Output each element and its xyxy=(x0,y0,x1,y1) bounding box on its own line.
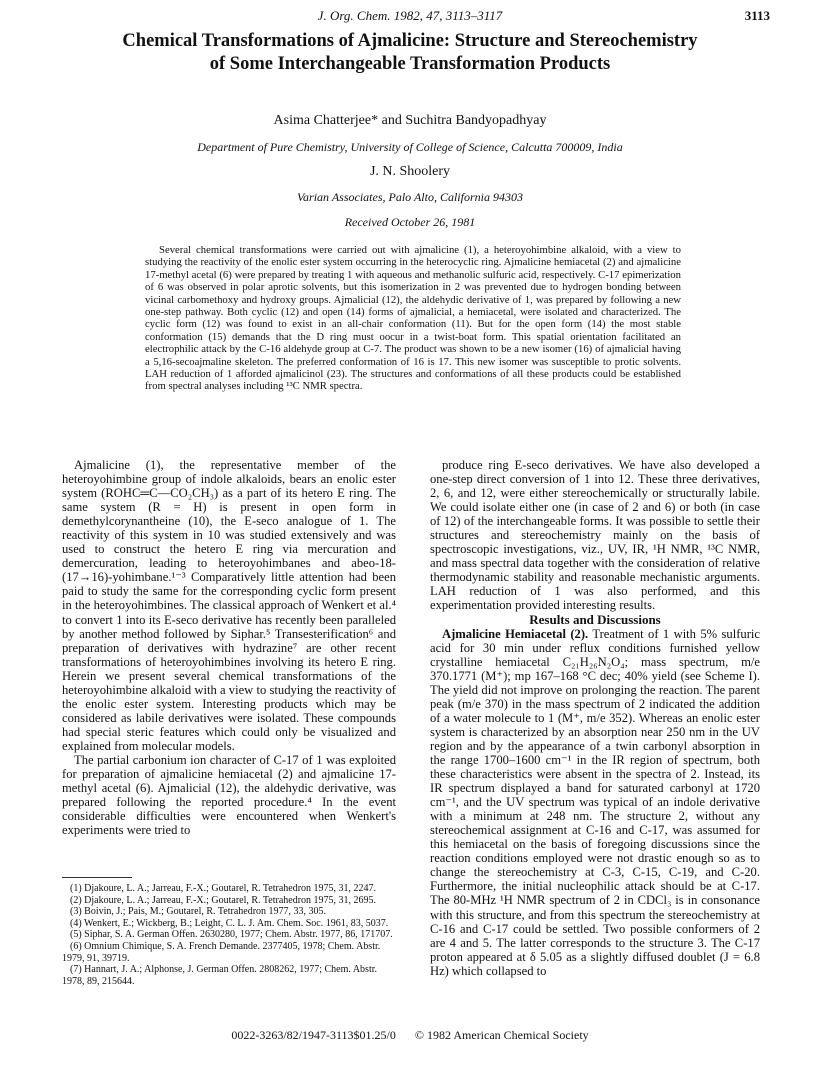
runin-text: Treatment of 1 with 5% sulfuric acid for 30 min under reflux conditions furnished yellow crystalline hemiacetal C₂₁H₂₆N₂O₄; mass spectrum, m/e 370.1771 (M⁺); mp 167–168 °C dec; 40% yield (see Scheme I). The yield did not improve on prolonging the reaction. The parent peak (m/e 370) in the mass spectrum of 2 indicated the addition of a water molecule to 1 (M⁺, m/e 352). Whereas an enolic ester system is characterized by an absorption near 250 nm in the UV region and by the appearance of a twin carbonyl absorption in the range 1700–1600 cm⁻¹ in the IR region of spectrum, both these characteristics were absent in the spectra of 2. Instead, its IR spectrum displayed a band for saturated carbonyl at 1720 cm⁻¹, and the UV spectrum was typical of an indole derivative with a minimum at 248 nm. The structure 2, without any stereochemical assignment at C-16 and C-17, was assumed for this hemiacetal on the basis of foregoing discussions since the reaction conditions employed were not drastic enough so as to change the stereochemistry at C-3, C-15, C-19, and C-20. Furthermore, the initial nucleophilic attack should be at C-17. The 80-MHz ¹H NMR spectrum of 2 in CDCl₃ is in consonance with this structure, and from this spectrum the stereochemistry at C-16 and C-17 could be settled. Two possible conformers of 2 are 4 and 5. The latter corresponds to the structure 3. The C-17 proton appeared at δ 5.05 as a slightly diffused doublet (J = 6.8 Hz) which collapsed to xyxy=(430,626,761,978)
left-column xyxy=(62,458,396,837)
journal-citation: J. Org. Chem. 1982, 47, 3113–3117 xyxy=(317,8,503,23)
running-head xyxy=(0,8,820,30)
footnote: (1) Djakoure, L. A.; Jarreau, F.-X.; Goutarel, R. Tetrahedron 1975, 31, 2247. xyxy=(70,883,377,894)
footnote: (7) Hannart, J. A.; Alphonse, J. German Offen. 2808262, 1977; Chem. Abstr. 1978, 89, 215644. xyxy=(62,964,378,987)
copyright: © 1982 American Chemical Society xyxy=(414,1028,589,1042)
footnote: (5) Siphar, S. A. German Offen. 2630280, 1977; Chem. Abstr. 1977, 86, 171707. xyxy=(70,929,393,941)
page-footer xyxy=(0,1028,820,1043)
footnote-rule xyxy=(62,877,132,878)
footnotes xyxy=(62,883,396,987)
section-heading: Results and Discussions xyxy=(529,611,661,627)
author-2: J. N. Shoolery xyxy=(369,164,451,179)
right-column xyxy=(430,458,760,978)
title-line-1: Chemical Transformations of Ajmalicine: Structure and Stereochemistry xyxy=(122,31,698,51)
page-number: 3113 xyxy=(744,8,770,23)
footnote: (3) Boivin, J.; Pais, M.; Goutarel, R. Tetrahedron 1977, 33, 305. xyxy=(70,906,327,918)
footnote: (4) Wenkert, E.; Wickberg, B.; Leight, C. L. J. Am. Chem. Soc. 1961, 83, 5037. xyxy=(70,917,389,929)
footnote: (6) Omnium Chimique, S. A. French Demande. 2377405, 1978; Chem. Abstr. 1979, 91, 39719. xyxy=(62,940,381,964)
article-title xyxy=(70,30,750,76)
affiliation-2: Varian Associates, Palo Alto, California 94303 xyxy=(297,190,523,204)
article-code: 0022-3263/82/1947-3113$01.25/0 xyxy=(231,1028,396,1042)
abstract-text: Several chemical transformations were carried out with ajmalicine (1), a heteroyohimbine alkaloid, with a view to studying the reactivity of the enolic ester system occurring in the heterocyclic ring. Ajmalicine hemiacetal (2) and ajmalicine 17-methyl acetal (6) were prepared by treating 1 with aqueous and methanolic sulfuric acid, respectively. C-17 epimerization of 6 was observed in polar aprotic solvents, but this isomerization in 2 was prevented due to hydrogen bonding between vicinal carbomethoxy and hydroxy groups. Ajmalicial (12), the aldehydic derivative of 1, was prepared by following a new one-step pathway. Both cyclic (12) and open (14) forms of ajmalicial, a hemiacetal, were isolated and characterized. The cyclic form (12) was found to exist in an all-chair conformation (11). But for the open form (14) the most stable conformation (15) demands that the D ring must oocur in a twist-boat form. This spatial orientation facilitated an electrophilic attack by the C-16 aldehyde group at C-7. The product was shown to be a new isomer (16) of ajmalicial having a 5,16-secoajmaline skeleton. The preferred conformation of 16 is 17. This new isomer was susceptible to protic solvents. LAH reduction of 1 afforded ajmalicinol (23). The structures and conformations of all these products could be established from spectral analyses including ¹³C NMR spectra. xyxy=(145,244,681,393)
body-paragraph: produce ring E-seco derivatives. We have also developed a one-step direct conversion of 1 into 12. These three derivatives, 2, 6, and 12, were either stereochemically or structurally labile. We could isolate either one (in case of 2 and 6) or both (in case of 12) of the interchangeable forms. It was possible to settle their structures and stereochemistry mainly on the basis of spectroscopic investigations, viz., UV, IR, ¹H NMR, ¹³C NMR, and mass spectral data together with the consideration of relative thermodynamic stability and reasonable mechanistic arguments. LAH reduction of 1 was also performed, and this experimentation provided interesting results. xyxy=(430,458,760,613)
runin-heading: Ajmalicine Hemiacetal (2). xyxy=(442,626,589,641)
affiliation-1: Department of Pure Chemistry, University of College of Science, Calcutta 700009, India xyxy=(197,140,623,154)
body-paragraph: The partial carbonium ion character of C-17 of 1 was exploited for preparation of ajmalicine hemiacetal (2) and ajmalicine 17-methyl acetal (6). Ajmalicial (12), the aldehydic derivative, was prepared following the reported procedure.⁴ In the event considerable difficulties were encountered when Wenkert's experiments were tried to xyxy=(62,752,396,838)
received-date: Received October 26, 1981 xyxy=(344,215,476,229)
body-paragraph xyxy=(430,627,760,978)
footnote: (2) Djakoure, L. A.; Jarreau, F.-X.; Goutarel, R. Tetrahedron 1975, 31, 2695. xyxy=(70,894,377,906)
body-paragraph: Ajmalicine (1), the representative member of the heteroyohimbine group of indole alkaloids, bears an enolic ester system (ROHC═C—CO₂CH₃) as a part of its hetero E ring. The same system (R = H) is present in open form in demethylcorynantheine (10), the E-seco analogue of 1. The reactivity of this system in 10 was studied extensively and was used to construct the hetero E ring via mercuration and demercuration, leading to heteroyohimbanes and abeo-18-(17→16)-yohimbane.¹⁻³ Comparatively little attention had been paid to study the same for the corresponding cyclic form present in the heteroyohimbines. The classical approach of Wenkert et al.⁴ to convert 1 into its E-seco derivative has recently been paralleled by another method followed by Siphar.⁵ Transesterification⁶ and preparation of derivatives with hydrazine⁷ are other recent transformations of heteroyohimbines involving its hetero E ring. Herein we present several chemical transformations of the heteroyohimbine alkaloid with a view to studying the reactivity of the enolic ester system. Interesting products which may be considered as labile derivatives were isolated. These compounds had special steric features which could only be visualized and explained from molecular models. xyxy=(62,458,396,753)
title-line-2: of Some Interchangeable Transformation Products xyxy=(209,54,611,74)
author-list: Asima Chatterjee* and Suchitra Bandyopadhyay xyxy=(273,113,547,128)
abstract xyxy=(145,244,681,393)
